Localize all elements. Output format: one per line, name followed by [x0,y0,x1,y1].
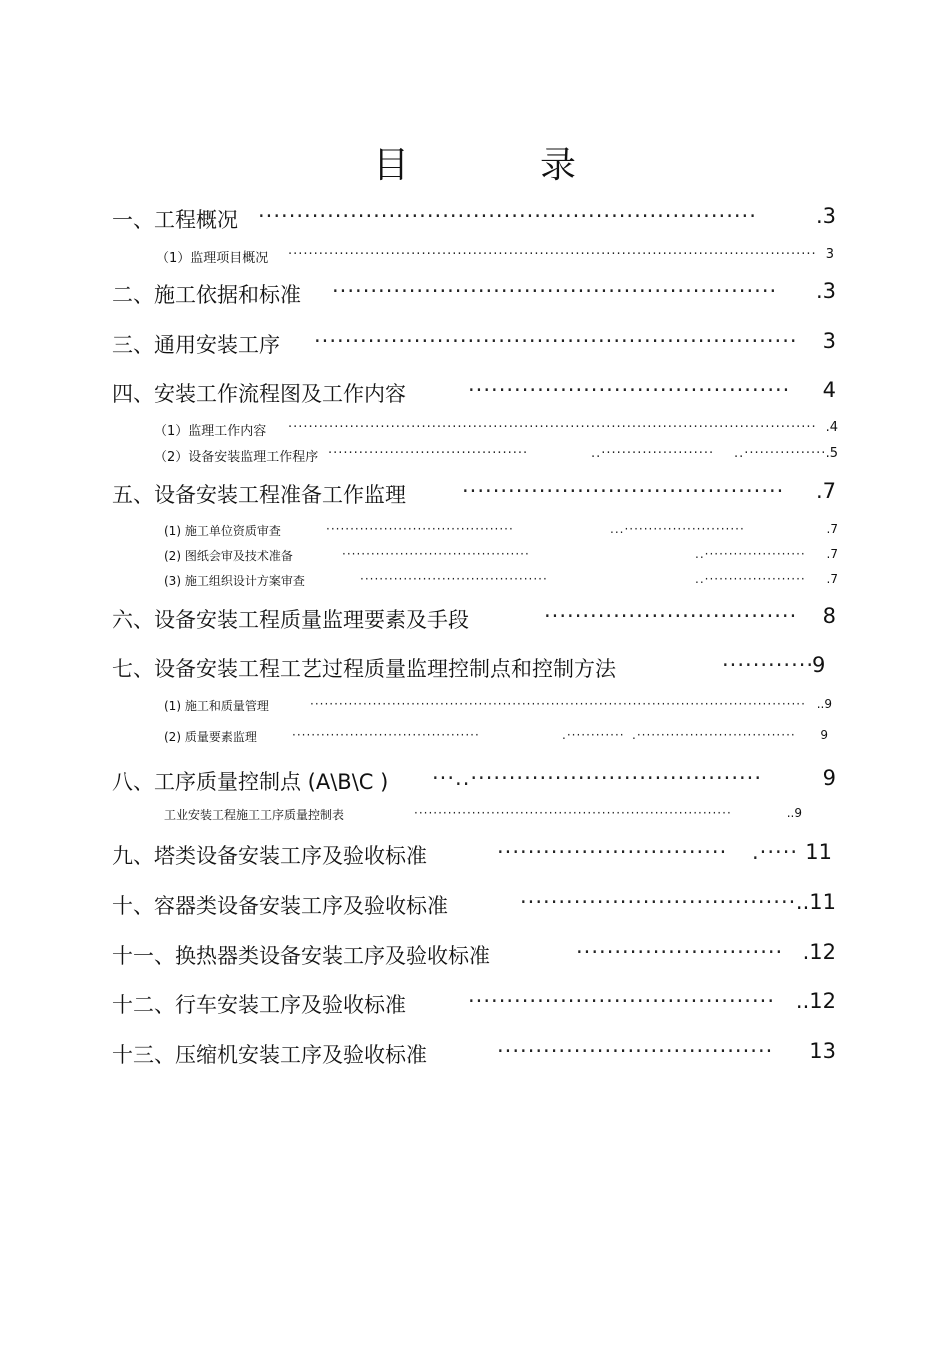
toc-entry[interactable] [112,479,840,505]
toc-entry-leader: ········································ [468,989,776,1013]
toc-entry-text: 四、安装工作流程图及工作内容 [112,382,406,406]
toc-entry-leader: ································· [544,604,798,628]
toc-entry-text: (3) 施工组织设计方案审查 [164,574,305,588]
toc-entry-page: .7 [826,547,838,561]
toc-entry-page: 13 [809,1039,836,1063]
toc-entry[interactable] [112,604,840,630]
toc-entry-leader: ······························ [497,840,728,864]
toc-subentry[interactable] [164,522,838,540]
toc-subentry[interactable] [164,572,838,590]
toc-entry-leader-part: .············ [562,728,625,742]
toc-entry-leader-part: ..····················· [695,547,806,561]
toc-entry[interactable] [112,840,840,866]
toc-entry-leader-part: .····· [752,840,799,864]
toc-entry-text: (1) 施工单位资质审查 [164,524,281,538]
toc-entry-text: （1）监理项目概况 [156,251,269,266]
toc-entry-leader: ·········································· [468,378,791,402]
toc-entry-text: 七、设备安装工程工艺过程质量监理控制点和控制方法 [112,657,616,681]
toc-entry-text: (1) 施工和质量管理 [164,699,269,713]
toc-entry-leader: ···································· [497,1039,774,1063]
toc-entry[interactable] [112,989,840,1015]
toc-subentry[interactable] [154,446,838,464]
toc-entry[interactable] [112,890,840,916]
toc-entry-page: 9 [822,766,836,790]
toc-entry-text: 工业安装工程施工工序质量控制表 [164,808,345,822]
toc-subentry[interactable] [154,420,838,438]
toc-entry-page: 4 [822,378,836,402]
toc-subentry[interactable] [164,806,804,824]
toc-subentry[interactable] [164,697,836,715]
toc-entry-text: (2) 图纸会审及技术准备 [164,549,293,563]
toc-entry-leader-part: ..······················ [591,446,715,461]
toc-entry-page: .7 [815,479,836,503]
toc-entry-page: .12 [802,940,836,964]
toc-entry-text: 十一、换热器类设备安装工序及验收标准 [112,944,490,968]
toc-entry-leader: ································································· [258,204,757,228]
toc-entry-page: .4 [825,420,838,435]
toc-entry-page: ..9 [816,697,832,711]
toc-entry-text: (2) 质量要素监理 [164,730,257,744]
toc-entry-text: 十二、行车安装工序及验收标准 [112,993,406,1017]
toc-title-left: 目 [373,145,410,186]
toc-entry-leader: ······································································································· [288,247,817,262]
toc-entry-page: 8 [822,604,836,628]
toc-entry-text: 五、设备安装工程准备工作监理 [112,483,406,507]
toc-entry-page: 3 [825,247,834,262]
toc-entry-page: .3 [815,279,836,303]
toc-entry-leader: ······································· [328,446,529,461]
toc-entry-page: .5 [825,446,838,461]
toc-entry-page: .7 [826,572,838,586]
toc-entry-leader: ······································································································· [310,697,806,711]
toc-entry-page: 9 [820,728,828,742]
toc-entry-text: 十三、压缩机安装工序及验收标准 [112,1043,427,1067]
toc-entry-page: ..9 [786,806,802,820]
toc-entry-leader-part: ..····················· [695,572,806,586]
toc-entry-leader: ···..······································ [432,766,763,790]
toc-entry-page: ..12 [795,989,836,1013]
toc-entry-text: 八、工序质量控制点 (A\B\C ) [112,770,389,794]
toc-entry-text: 一、工程概况 [112,208,238,232]
toc-entry-page: 11 [805,840,832,864]
toc-entry-leader: ······································· [326,522,514,536]
toc-entry-leader: ······································· [342,547,530,561]
toc-entry[interactable] [112,279,840,305]
toc-entry-leader: ···································· [520,890,797,914]
toc-entry-page: 9 [812,653,826,677]
toc-entry[interactable] [112,653,840,679]
toc-subentry[interactable] [156,247,838,265]
toc-entry-leader-part: .································· [632,728,796,742]
toc-entry[interactable] [112,204,840,230]
toc-entry-leader: ······································· [292,728,480,742]
toc-entry-page: 3 [822,329,836,353]
toc-entry[interactable] [112,329,840,355]
toc-entry[interactable] [112,378,840,404]
toc-entry-text: （2）设备安装监理工作程序 [154,450,319,465]
toc-title [373,143,583,189]
toc-entry-text: 二、施工依据和标准 [112,283,301,307]
toc-entry-leader: ·························································· [332,279,778,303]
toc-entry-page: .3 [815,204,836,228]
toc-entry-page: .7 [826,522,838,536]
toc-entry[interactable] [112,1039,840,1065]
toc-entry-leader: ··························· [576,940,784,964]
toc-entry-text: 九、塔类设备安装工序及验收标准 [112,844,427,868]
toc-entry-leader: ·································································· [414,806,732,820]
toc-entry-leader-part: ..················ [734,446,827,461]
toc-entry-text: 六、设备安装工程质量监理要素及手段 [112,608,469,632]
toc-subentry[interactable] [164,728,836,746]
toc-title-right: 录 [540,145,577,186]
toc-entry-leader: ············ [722,653,815,677]
toc-entry-text: （1）监理工作内容 [154,424,267,439]
toc-entry-leader-part: ...························· [610,522,745,536]
toc-entry-leader: ······································································································· [288,420,817,435]
toc-entry-leader: ······································· [360,572,548,586]
toc-subentry[interactable] [164,547,838,565]
toc-entry-leader: ·········································· [462,479,785,503]
toc-entry-text: 三、通用安装工序 [112,333,280,357]
toc-entry-page: ..11 [795,890,836,914]
toc-entry-leader: ······························································· [314,329,798,353]
toc-entry[interactable] [112,766,840,792]
toc-entry[interactable] [112,940,840,966]
toc-entry-text: 十、容器类设备安装工序及验收标准 [112,894,448,918]
